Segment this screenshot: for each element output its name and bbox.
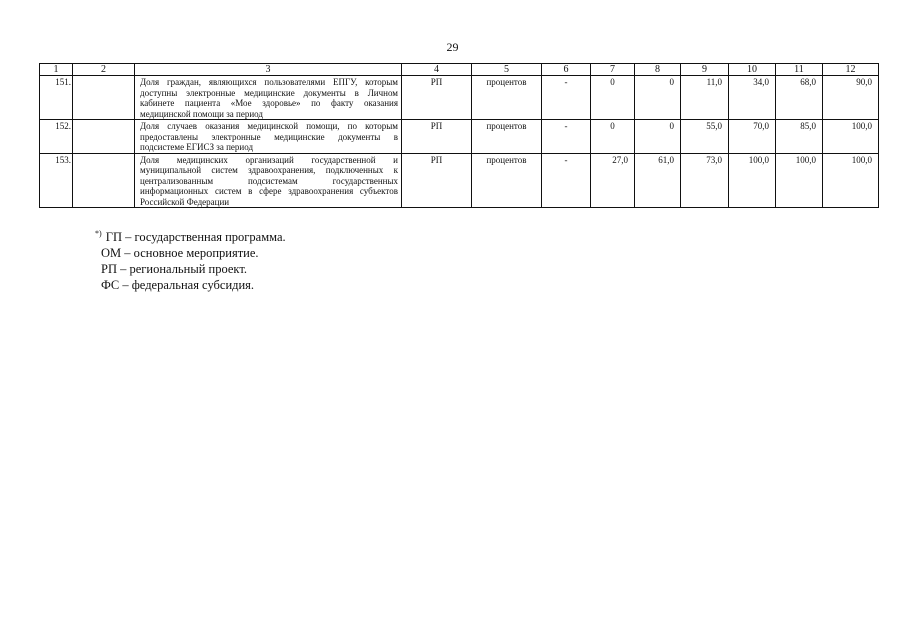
value-col12: 100,0 (823, 120, 879, 154)
footnote-line: ОМ – основное мероприятие. (101, 246, 259, 260)
row-cell-col2 (73, 153, 135, 208)
column-header: 9 (681, 64, 729, 76)
row-number: 152. (40, 120, 73, 154)
indicator-source: РП (402, 76, 472, 120)
value-col10: 70,0 (729, 120, 776, 154)
indicators-table (39, 63, 879, 208)
page-number: 29 (446, 40, 459, 54)
column-header: 4 (402, 64, 472, 76)
value-col7: 0 (591, 76, 635, 120)
indicator-description: Доля случаев оказания медицинской помощи, по которым предоставлены электронные медицинские документы в подсистеме ЕГИСЗ за период (135, 120, 402, 154)
value-col10: 34,0 (729, 76, 776, 120)
indicator-description: Доля граждан, являющихся пользователями ЕПГУ, которым доступны электронные медицинские документы в Личном кабинете пациента «Мое здоровье» по факту оказания медицинской помощи за период (135, 76, 402, 120)
row-number: 151. (40, 76, 73, 120)
footnote-line: ФС – федеральная субсидия. (101, 278, 255, 292)
indicator-source: РП (402, 153, 472, 208)
value-col8: 0 (635, 120, 681, 154)
column-header: 5 (472, 64, 542, 76)
row-number: 153. (40, 153, 73, 208)
column-header: 3 (135, 64, 402, 76)
footnotes (95, 226, 286, 293)
indicator-description: Доля медицинских организаций государственной и муниципальной систем здравоохранения, подключенных к централизованным подсистемам государственных информационных систем в сфере здравоохранения субъектов Российской Федерации (135, 153, 402, 208)
row-cell-col6: - (542, 76, 591, 120)
value-col9: 73,0 (681, 153, 729, 208)
row-cell-col2 (73, 76, 135, 120)
column-header: 10 (729, 64, 776, 76)
footnote-line: РП – региональный проект. (101, 262, 247, 276)
footnote-text: ГП – государственная программа. (105, 230, 286, 244)
row-cell-col6: - (542, 120, 591, 154)
table-row (40, 153, 879, 208)
row-cell-col6: - (542, 153, 591, 208)
indicator-source: РП (402, 120, 472, 154)
table-row (40, 76, 879, 120)
value-col8: 0 (635, 76, 681, 120)
value-col9: 11,0 (681, 76, 729, 120)
column-header: 8 (635, 64, 681, 76)
value-col9: 55,0 (681, 120, 729, 154)
value-col12: 100,0 (823, 153, 879, 208)
row-cell-col2 (73, 120, 135, 154)
value-col12: 90,0 (823, 76, 879, 120)
column-header: 11 (776, 64, 823, 76)
column-header: 1 (40, 64, 73, 76)
value-col8: 61,0 (635, 153, 681, 208)
value-col7: 0 (591, 120, 635, 154)
footnote-line (95, 226, 286, 245)
column-header: 6 (542, 64, 591, 76)
column-header: 2 (73, 64, 135, 76)
column-header: 12 (823, 64, 879, 76)
footnote-mark: *) (95, 229, 102, 238)
value-col10: 100,0 (729, 153, 776, 208)
table-header-row (40, 64, 879, 76)
value-col11: 68,0 (776, 76, 823, 120)
indicator-unit: процентов (472, 153, 542, 208)
value-col11: 100,0 (776, 153, 823, 208)
value-col7: 27,0 (591, 153, 635, 208)
value-col11: 85,0 (776, 120, 823, 154)
indicator-unit: процентов (472, 76, 542, 120)
table-row (40, 120, 879, 154)
column-header: 7 (591, 64, 635, 76)
indicator-unit: процентов (472, 120, 542, 154)
